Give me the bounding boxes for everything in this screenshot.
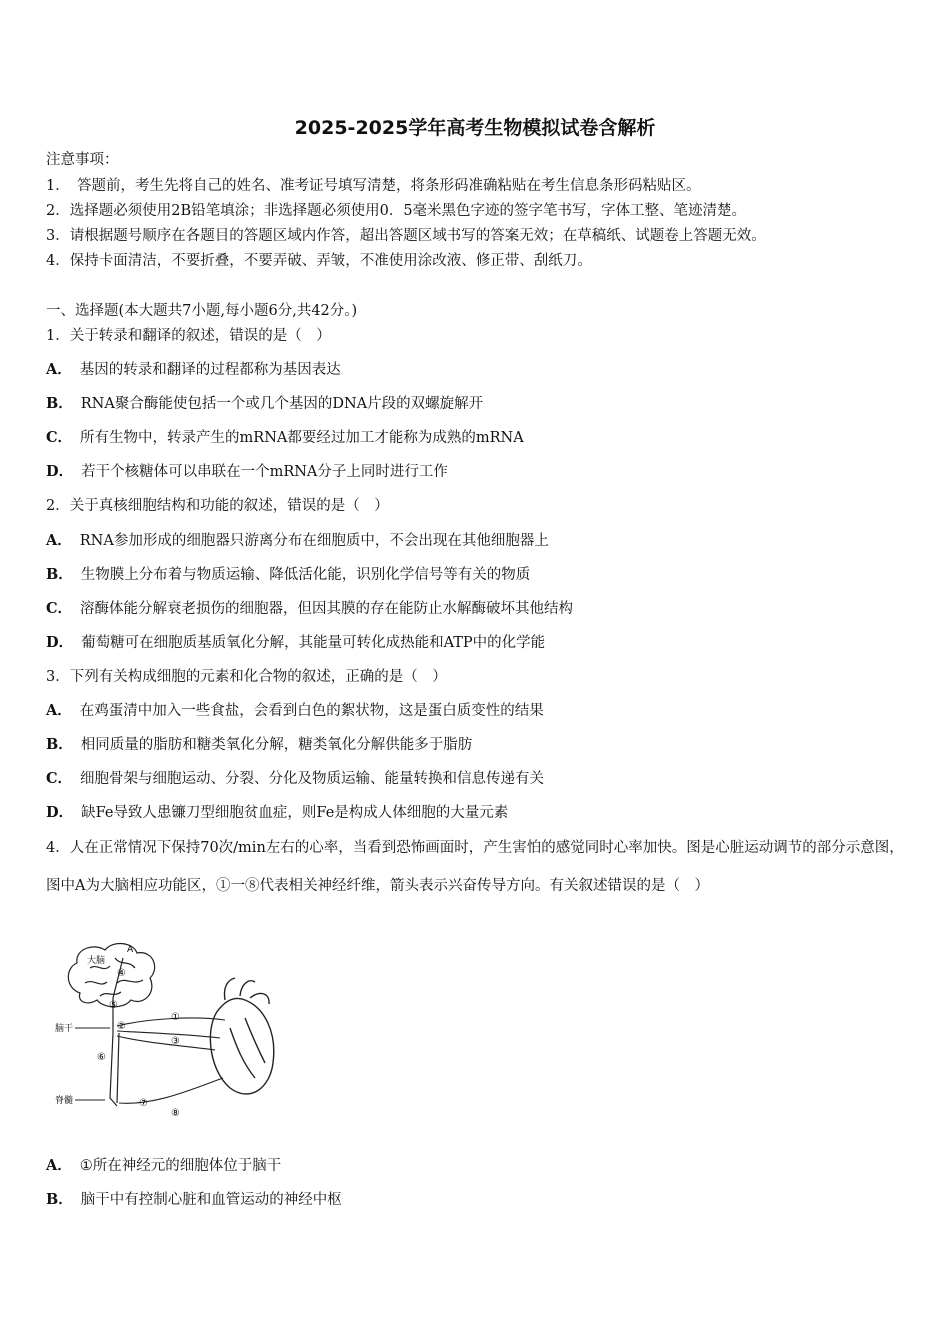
option-letter: D． (46, 804, 74, 821)
option-a (46, 531, 549, 551)
fiber-number: ① (171, 1012, 180, 1023)
spine-label: 脊髓 (55, 1096, 74, 1106)
option-b (46, 1190, 342, 1210)
option-a (46, 360, 341, 380)
question-stem: 1．关于转录和翻译的叙述，错误的是（ ） (46, 328, 331, 344)
option-text: 葡萄糖可在细胞质基质氧化分解，其能量可转化成热能和ATP中的化学能 (81, 635, 546, 651)
fiber-number: ③ (171, 1036, 180, 1047)
option-text: ①所在神经元的细胞体位于脑干 (79, 1158, 282, 1174)
page-title: 2025-2025学年高考生物模拟试卷含解析 (294, 117, 656, 139)
fiber-number: ④ (117, 968, 126, 979)
notice-item: 4．保持卡面清洁，不要折叠，不要弄破、弄皱，不准使用涂改液、修正带、刮纸刀。 (46, 253, 592, 269)
nerve-fibers (117, 1018, 225, 1103)
option-letter: A． (46, 1157, 72, 1174)
option-b (46, 735, 472, 755)
question-stem: 3．下列有关构成细胞的元素和化合物的叙述，正确的是（ ） (46, 669, 447, 685)
fiber-number: ② (117, 1021, 126, 1032)
brain-label: 大脑 (87, 956, 106, 966)
option-letter: B． (46, 1191, 73, 1208)
area-a-label: A (127, 945, 134, 955)
notice-item: 1． 答题前，考生先将自己的姓名、准考证号填写清楚，将条形码准确粘贴在考生信息条形码粘贴区。 (46, 178, 701, 194)
section-heading: 一、选择题(本大题共7小题,每小题6分,共42分。) (46, 303, 358, 319)
option-letter: C． (46, 429, 73, 446)
option-b (46, 565, 530, 585)
notice-heading: 注意事项： (46, 152, 119, 168)
option-d (46, 633, 545, 653)
option-text: 生物膜上分布着与物质运输、降低活化能，识别化学信号等有关的物质 (80, 567, 531, 583)
option-text: 在鸡蛋清中加入一些食盐，会看到白色的絮状物，这是蛋白质变性的结果 (79, 703, 544, 719)
option-letter: A． (46, 702, 72, 719)
option-letter: C． (46, 600, 73, 617)
option-letter: C． (46, 770, 73, 787)
fiber-number: ⑥ (97, 1052, 106, 1063)
option-text: 细胞骨架与细胞运动、分裂、分化及物质运输、能量转换和信息传递有关 (80, 771, 545, 787)
option-c (46, 428, 524, 448)
option-text: 所有生物中，转录产生的mRNA都要经过加工才能称为成熟的mRNA (80, 430, 524, 446)
nerve-pathway (117, 1033, 119, 1103)
option-letter: B． (46, 566, 73, 583)
option-d (46, 462, 448, 482)
question-stem: 4．人在正常情况下保持70次/min左右的心率，当看到恐怖画面时，产生害怕的感觉同时心率加快。图是心脏运动调节的部分示意图，图中A为大脑相应功能区，①一⑧代表相关神经纤维，箭头表示兴奋传导方向。有关叙述错误的是（ ） (46, 840, 904, 894)
question-stem: 2．关于真核细胞结构和功能的叙述，错误的是（ ） (46, 498, 389, 514)
option-text: 脑干中有控制心脏和血管运动的神经中枢 (80, 1192, 342, 1208)
option-c (46, 599, 573, 619)
option-letter: B． (46, 395, 73, 412)
option-text: 基因的转录和翻译的过程都称为基因表达 (79, 362, 341, 378)
option-letter: D． (46, 463, 74, 480)
option-text: 缺Fe导致人患镰刀型细胞贫血症，则Fe是构成人体细胞的大量元素 (81, 805, 509, 821)
fiber-number: ⑤ (109, 1000, 118, 1011)
brainstem-label: 脑干 (55, 1024, 74, 1034)
fiber-number: ⑦ (139, 1098, 148, 1109)
option-text: RNA参加形成的细胞器只游离分布在细胞质中，不会出现在其他细胞器上 (79, 533, 549, 549)
option-text: RNA聚合酶能使包括一个或几个基因的DNA片段的双螺旋解开 (80, 396, 484, 412)
option-d (46, 803, 508, 823)
option-text: 相同质量的脂肪和糖类氧化分解，糖类氧化分解供能多于脂肪 (80, 737, 473, 753)
option-text: 溶酶体能分解衰老损伤的细胞器，但因其膜的存在能防止水解酶破坏其他结构 (80, 601, 574, 617)
option-letter: A． (46, 532, 72, 549)
option-letter: A． (46, 361, 72, 378)
option-a (46, 1156, 281, 1176)
heart-regulation-diagram (55, 938, 285, 1128)
notice-item: 2．选择题必须使用2B铅笔填涂；非选择题必须使用0．5毫米黑色字迹的签字笔书写，字体工整、笔迹清楚。 (46, 203, 747, 219)
heart-shape (210, 978, 273, 1094)
fiber-number: ⑧ (171, 1108, 180, 1119)
option-a (46, 701, 544, 721)
option-letter: B． (46, 736, 73, 753)
option-letter: D． (46, 634, 74, 651)
option-text: 若干个核糖体可以串联在一个mRNA分子上同时进行工作 (81, 464, 448, 480)
brain-shape (68, 944, 154, 1007)
option-b (46, 394, 483, 414)
notice-item: 3．请根据题号顺序在各题目的答题区域内作答，超出答题区域书写的答案无效；在草稿纸、试题卷上答题无效。 (46, 228, 766, 244)
option-c (46, 769, 544, 789)
